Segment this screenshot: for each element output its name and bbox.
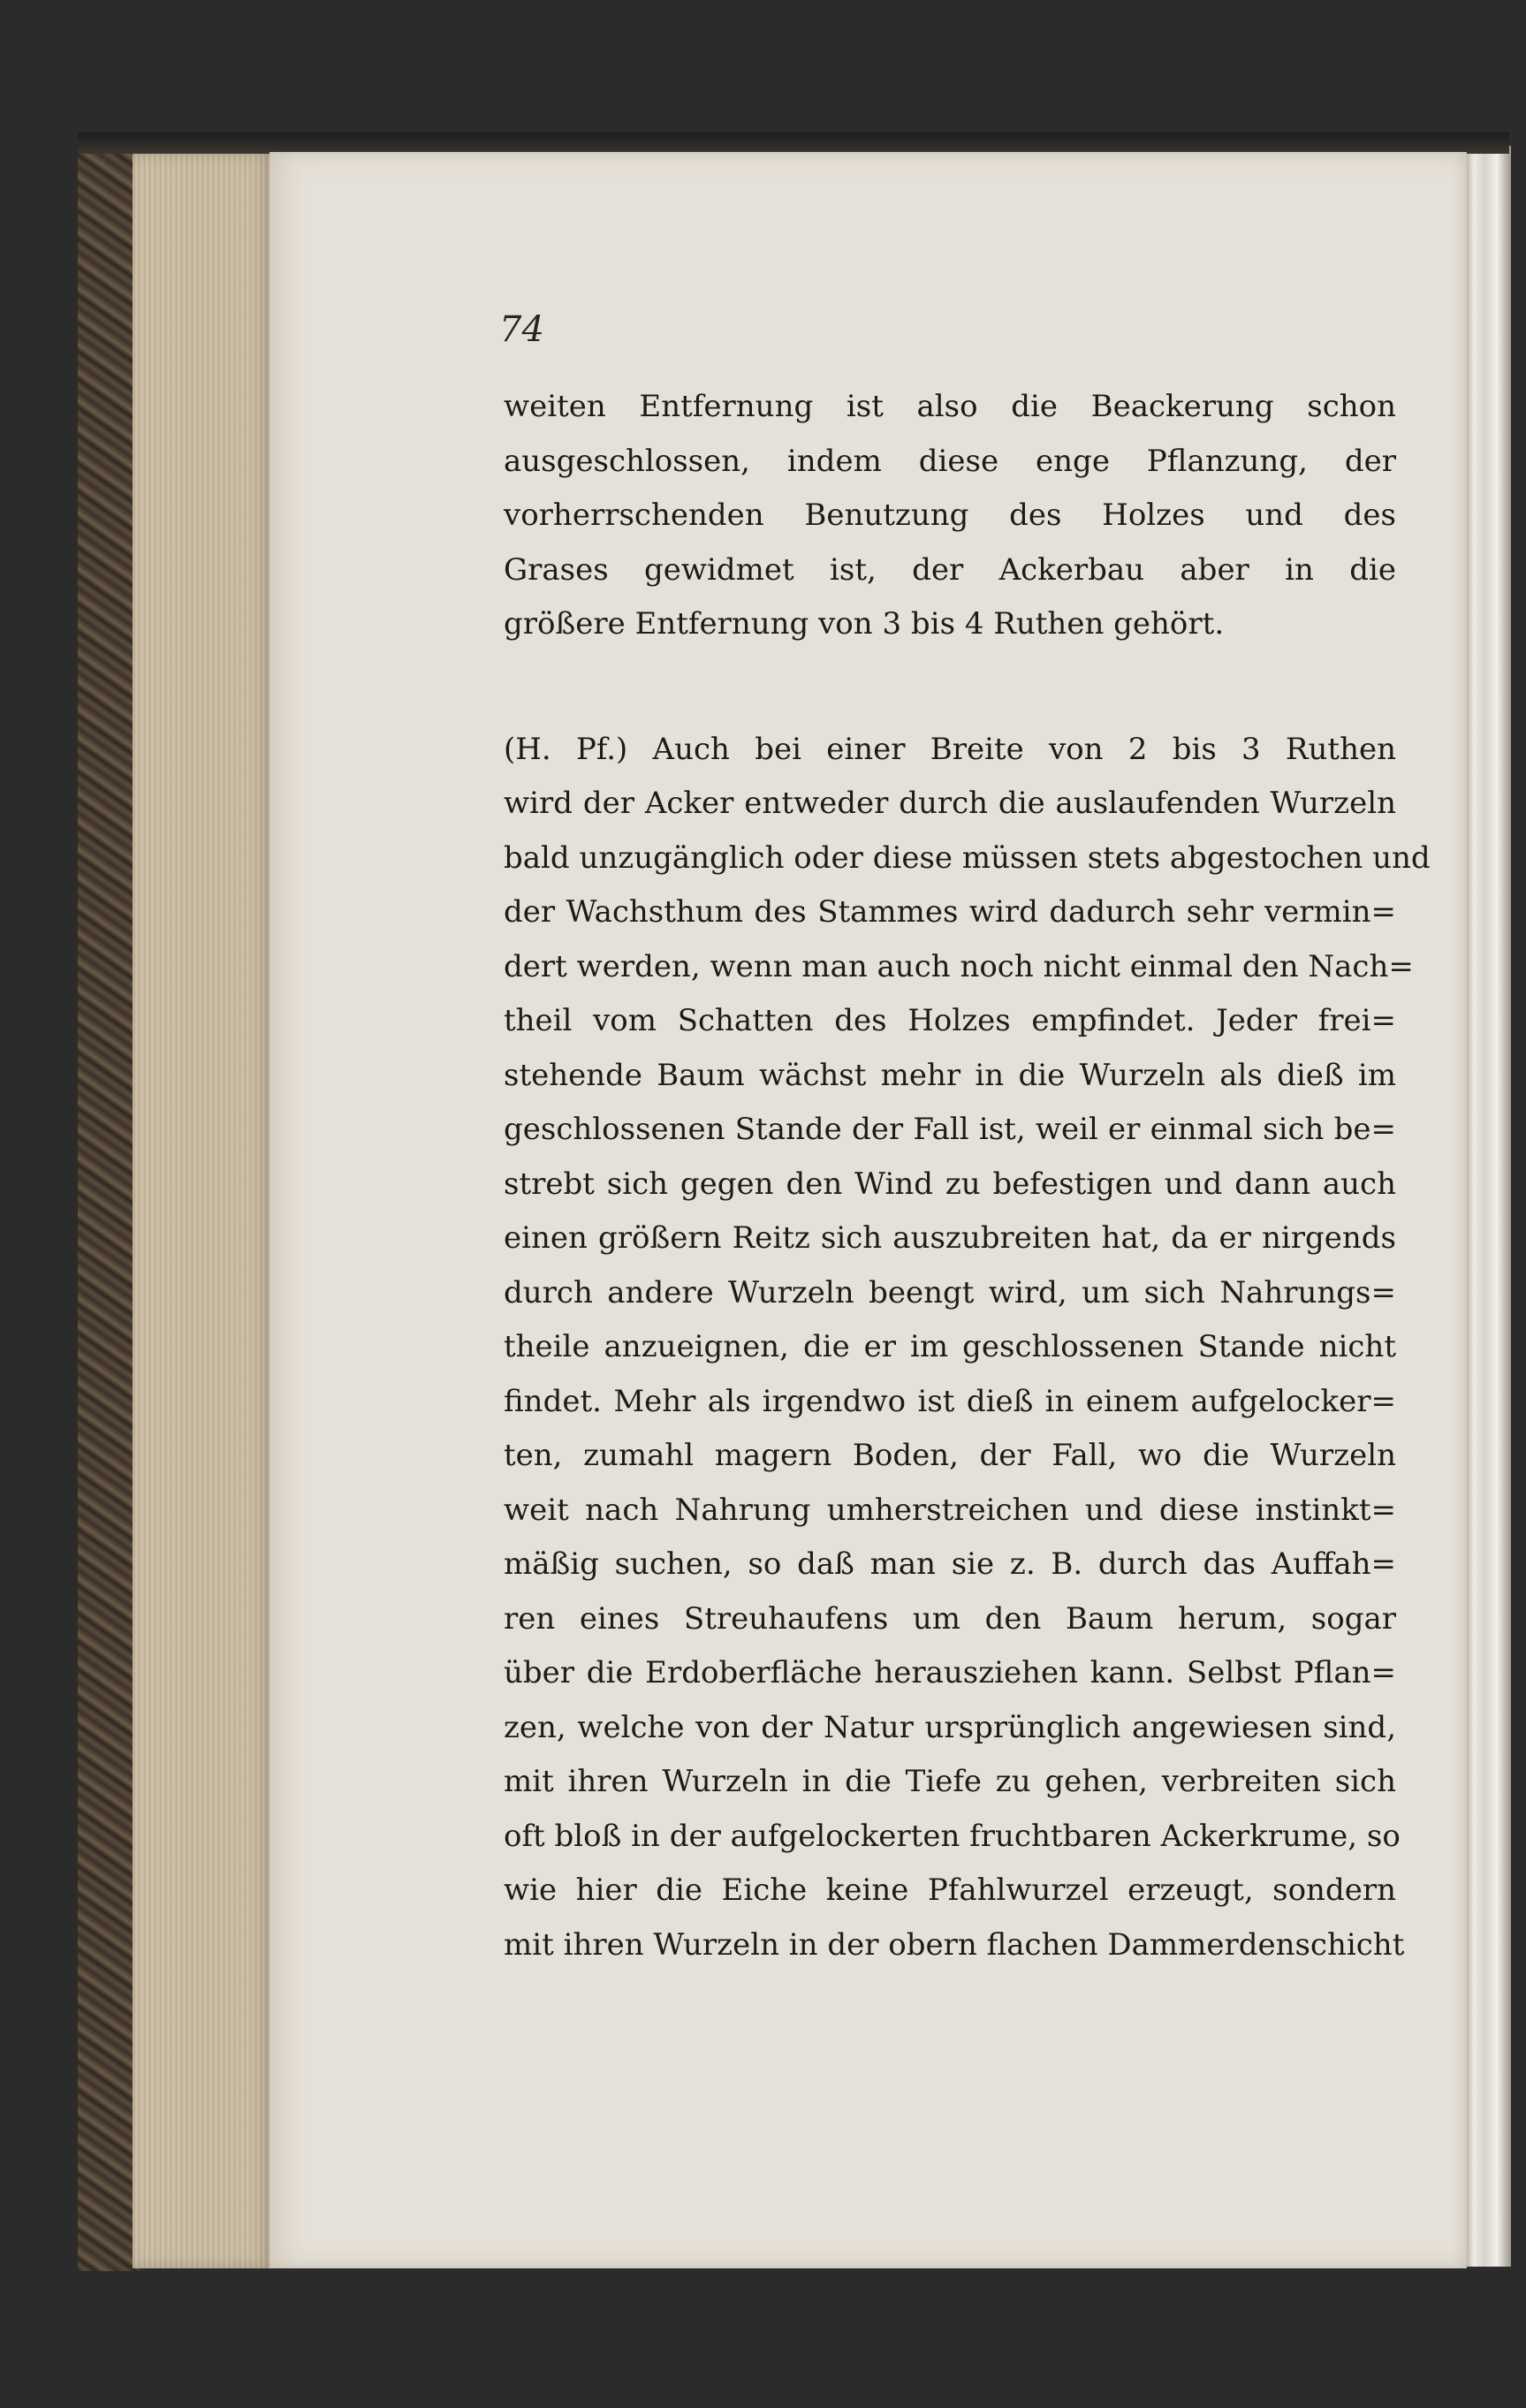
text-line: mäßig suchen, so daß man sie z. B. durch das Auffah= (504, 1546, 1396, 1582)
text-line: findet. Mehr als irgendwo ist dieß in einem aufgelocker= (504, 1383, 1396, 1419)
top-shadow (78, 133, 1509, 154)
text-line: theil vom Schatten des Holzes empfindet. Jeder frei= (504, 1003, 1396, 1038)
text-line: vorherrschenden Benutzung des Holzes und des (504, 498, 1396, 533)
text-line: zen, welche von der Natur ursprünglich angewiesen sind, (504, 1709, 1396, 1745)
page-text (504, 380, 1431, 1972)
text-line: mit ihren Wurzeln in der obern flachen Dammerdenschicht (504, 1926, 1405, 1963)
text-line: über die Erdoberfläche herausziehen kann. Selbst Pflan= (504, 1655, 1396, 1690)
text-line: geschlossenen Stande der Fall ist, weil er einmal sich be= (504, 1112, 1396, 1147)
text-line: wie hier die Eiche keine Pfahlwurzel erzeugt, sondern (504, 1872, 1396, 1908)
text-line: stehende Baum wächst mehr in die Wurzeln als dieß im (504, 1057, 1396, 1093)
text-line: strebt sich gegen den Wind zu befestigen und dann auch (504, 1166, 1396, 1202)
paragraph-2 (504, 723, 1431, 1973)
text-line: (H. Pf.) Auch bei einer Breite von 2 bis 3 Ruthen (504, 731, 1396, 767)
text-line: der Wachsthum des Stammes wird dadurch sehr vermin= (504, 894, 1396, 930)
text-line: einen größern Reitz sich auszubreiten hat, da er nirgends (504, 1220, 1396, 1256)
paragraph-gap (504, 652, 1396, 723)
text-line: Grases gewidmet ist, der Ackerbau aber in die (504, 551, 1396, 588)
text-line: oft bloß in der aufgelockerten fruchtbaren Ackerkrume, so (504, 1818, 1401, 1854)
text-line: größere Entfernung von 3 bis 4 Ruthen gehört. (504, 606, 1225, 642)
text-line: dert werden, wenn man auch noch nicht einmal den Nach= (504, 948, 1414, 984)
text-line: ausgeschlossen, indem diese enge Pflanzung, der (504, 443, 1396, 479)
text-line: wird der Acker entweder durch die auslaufenden Wurzeln (504, 786, 1396, 821)
page-block-edge (133, 152, 274, 2268)
text-line: ten, zumahl magern Boden, der Fall, wo die Wurzeln (504, 1438, 1396, 1473)
text-line: durch andere Wurzeln beengt wird, um sich Nahrungs= (504, 1274, 1396, 1310)
text-line: theile anzueignen, die er im geschlossenen Stande nicht (504, 1329, 1396, 1364)
paragraph-1 (504, 380, 1396, 652)
page-number: 74 (499, 309, 544, 350)
text-line: weit nach Nahrung umherstreichen und diese instinkt= (504, 1492, 1396, 1528)
text-line: ren eines Streuhaufens um den Baum herum, sogar (504, 1600, 1396, 1637)
text-line: weiten Entfernung ist also die Beackerung schon (504, 389, 1396, 424)
text-line: mit ihren Wurzeln in die Tiefe zu gehen, verbreiten sich (504, 1764, 1396, 1799)
next-leaf-edge (1467, 146, 1511, 2267)
marbled-cover-board (78, 133, 140, 2271)
text-line: bald unzugänglich oder diese müssen stets abgestochen und (504, 839, 1431, 876)
